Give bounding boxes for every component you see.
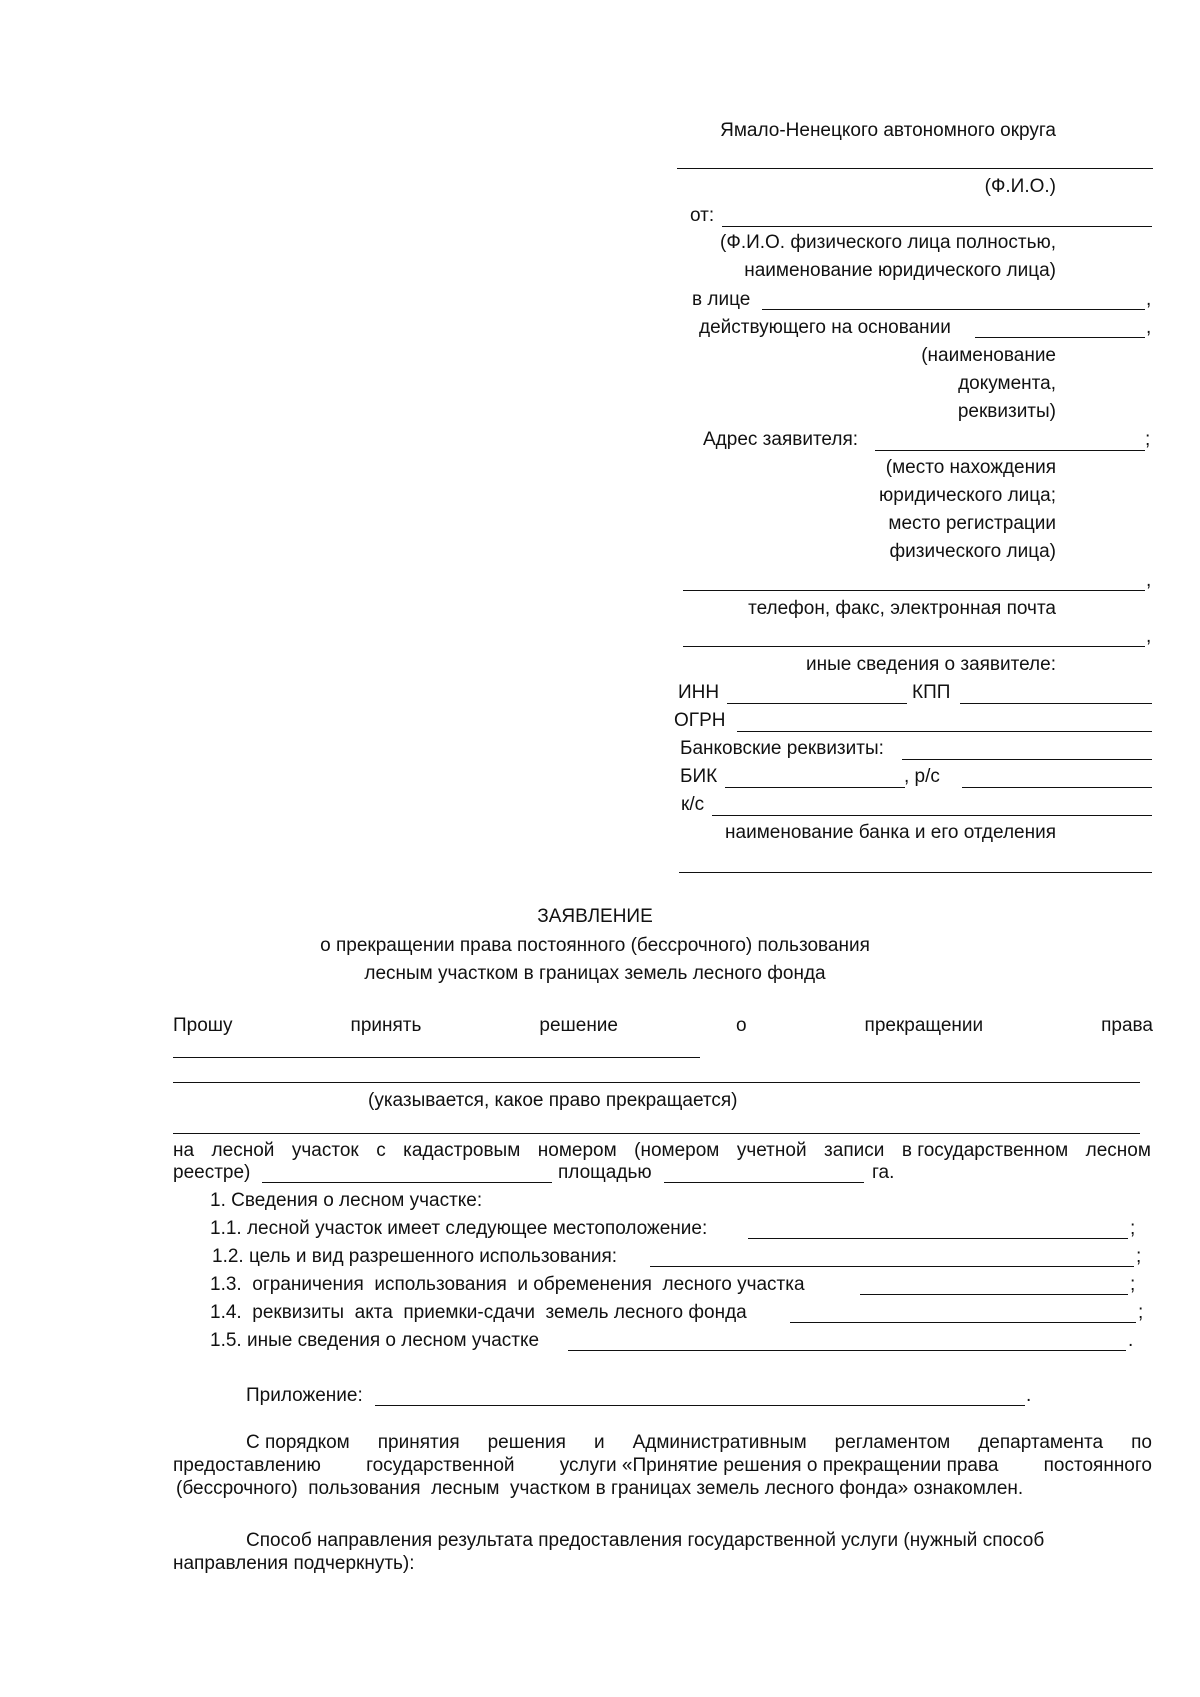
cadastral-word: в государственном	[901, 1140, 1069, 1161]
cadastral-line	[173, 1140, 1151, 1162]
other-info-line[interactable]	[683, 646, 1145, 647]
item-1-5-line[interactable]	[568, 1350, 1126, 1351]
area-line[interactable]	[664, 1182, 864, 1183]
request-word: принять	[350, 1015, 422, 1036]
doc-hint-2: документа,	[958, 373, 1056, 394]
ack-word: решения	[487, 1432, 566, 1453]
official-name-line[interactable]	[677, 168, 1153, 169]
item-1-5-label: 1.5. иные сведения о лесном участке	[210, 1330, 540, 1351]
contacts-line[interactable]	[683, 590, 1145, 591]
applicant-hint-2: наименование юридического лица)	[744, 260, 1056, 281]
item-1-3-line[interactable]	[860, 1294, 1128, 1295]
contacts-hint: телефон, факс, электронная почта	[748, 598, 1056, 619]
cadastral-word: (номером	[634, 1140, 720, 1161]
ack-word: по	[1131, 1432, 1152, 1453]
right-type-line-3[interactable]	[173, 1133, 1140, 1134]
applicant-name-line[interactable]	[722, 226, 1152, 227]
in-person-label: в лице	[692, 289, 751, 310]
cadastral-word: с	[376, 1140, 386, 1161]
kpp-label: КПП	[912, 682, 951, 703]
ack-word: государственной	[366, 1455, 515, 1476]
other-info-hint: иные сведения о заявителе:	[806, 654, 1056, 675]
right-type-line-1[interactable]	[173, 1057, 700, 1058]
request-word: права	[1101, 1015, 1153, 1036]
address-label: Адрес заявителя:	[703, 429, 859, 450]
doc-hint-3: реквизиты)	[957, 401, 1056, 422]
address-line[interactable]	[875, 450, 1145, 451]
basis-document-line[interactable]	[975, 337, 1145, 338]
cadastral-word: лесной	[211, 1140, 275, 1161]
bank-details-line[interactable]	[902, 759, 1152, 760]
address-hint-3: место регистрации	[888, 513, 1056, 534]
comma-2: ,	[1146, 317, 1152, 338]
right-type-hint: (указывается, какое право прекращается)	[368, 1090, 738, 1111]
fio-hint: (Ф.И.О.)	[984, 176, 1056, 197]
comma-3: ,	[1146, 570, 1152, 591]
acting-label: действующего на основании	[699, 317, 951, 338]
semicolon-1-3: ;	[1130, 1274, 1136, 1295]
cadastral-word: учетной	[736, 1140, 807, 1161]
attachment-line[interactable]	[375, 1405, 1025, 1406]
address-hint-1: (место нахождения	[885, 457, 1056, 478]
bank-name-line[interactable]	[679, 872, 1152, 873]
cadastral-word: номером	[537, 1140, 617, 1161]
ack-word: услуги «Принятие решения о прекращении права	[559, 1455, 999, 1476]
kpp-field-line[interactable]	[960, 703, 1152, 704]
region-name: Ямало-Ненецкого автономного округа	[720, 120, 1056, 141]
item-1-4-label: 1.4. реквизиты акта приемки-сдачи земель лесного фонда	[210, 1302, 747, 1323]
bik-field-line[interactable]	[725, 787, 905, 788]
bank-details-label: Банковские реквизиты:	[680, 738, 884, 759]
ack-word: регламентом	[834, 1432, 951, 1453]
representative-line[interactable]	[762, 309, 1145, 310]
ack-word: принятия	[377, 1432, 460, 1453]
method-line-2: направления подчеркнуть):	[173, 1553, 415, 1574]
item-1-2-label: 1.2. цель и вид разрешенного использования:	[212, 1246, 618, 1267]
address-hint-2: юридического лица;	[879, 485, 1056, 506]
request-word: Прошу	[173, 1015, 233, 1036]
from-label: от:	[690, 205, 715, 226]
cadastral-word: записи	[824, 1140, 885, 1161]
cadastral-number-line[interactable]	[262, 1182, 552, 1183]
ogrn-label: ОГРН	[674, 710, 726, 731]
ks-label: к/с	[681, 794, 705, 815]
document-subtitle-2: лесным участком в границах земель лесного фонда	[364, 963, 826, 984]
semicolon-1-1: ;	[1130, 1218, 1136, 1239]
ks-field-line[interactable]	[712, 815, 1152, 816]
rs-label: , р/с	[904, 766, 940, 787]
bank-name-hint: наименование банка и его отделения	[725, 822, 1056, 843]
right-type-line-2[interactable]	[173, 1082, 1140, 1083]
applicant-hint-1: (Ф.И.О. физического лица полностью,	[720, 232, 1056, 253]
section-1-title: 1. Сведения о лесном участке:	[210, 1190, 483, 1211]
document-heading: ЗАЯВЛЕНИЕ	[537, 906, 653, 927]
semicolon-1-2: ;	[1136, 1246, 1142, 1267]
period-1-5: .	[1128, 1330, 1134, 1351]
ack-line-3: (бессрочного) пользования лесным участком в границах земель лесного фонда» ознакомлен.	[176, 1478, 1024, 1499]
semicolon-1-4: ;	[1138, 1302, 1144, 1323]
item-1-1-label: 1.1. лесной участок имеет следующее местоположение:	[210, 1218, 708, 1239]
registry-label: реестре)	[173, 1162, 251, 1183]
ack-word: и	[593, 1432, 605, 1453]
inn-label: ИНН	[678, 682, 720, 703]
request-line	[173, 1015, 1153, 1037]
doc-hint-1: (наименование	[921, 345, 1056, 366]
ha-label: га.	[872, 1162, 895, 1183]
comma-4: ,	[1146, 626, 1152, 647]
ack-line-1	[246, 1432, 1152, 1454]
document-subtitle-1: о прекращении права постоянного (бессрочного) пользования	[320, 935, 870, 956]
request-word: решение	[539, 1015, 618, 1036]
cadastral-word: лесном	[1085, 1140, 1151, 1161]
item-1-2-line[interactable]	[650, 1266, 1134, 1267]
ack-word: Административным	[632, 1432, 807, 1453]
attachment-label: Приложение:	[246, 1385, 363, 1406]
inn-field-line[interactable]	[727, 703, 907, 704]
ack-word: предоставлению	[173, 1455, 321, 1476]
attachment-period: .	[1026, 1385, 1032, 1406]
comma-1: ,	[1146, 289, 1152, 310]
ack-word: департамента	[978, 1432, 1104, 1453]
request-word: прекращении	[864, 1015, 984, 1036]
cadastral-word: участок	[291, 1140, 359, 1161]
bik-label: БИК	[680, 766, 718, 787]
cadastral-word: кадастровым	[403, 1140, 521, 1161]
semicolon-1: ;	[1145, 429, 1151, 450]
item-1-4-line[interactable]	[790, 1322, 1136, 1323]
method-line-1: Способ направления результата предоставления государственной услуги (нужный способ	[246, 1530, 1045, 1551]
area-label: площадью	[558, 1162, 652, 1183]
cadastral-word: на	[173, 1140, 195, 1161]
rs-field-line[interactable]	[962, 787, 1152, 788]
ack-line-2	[173, 1455, 1152, 1477]
address-hint-4: физического лица)	[889, 541, 1056, 562]
ack-word: постоянного	[1043, 1455, 1152, 1476]
ogrn-field-line[interactable]	[737, 731, 1152, 732]
ack-word: С порядком	[246, 1432, 350, 1453]
item-1-1-line[interactable]	[748, 1238, 1128, 1239]
request-word: о	[735, 1015, 747, 1036]
item-1-3-label: 1.3. ограничения использования и обременения лесного участка	[210, 1274, 805, 1295]
